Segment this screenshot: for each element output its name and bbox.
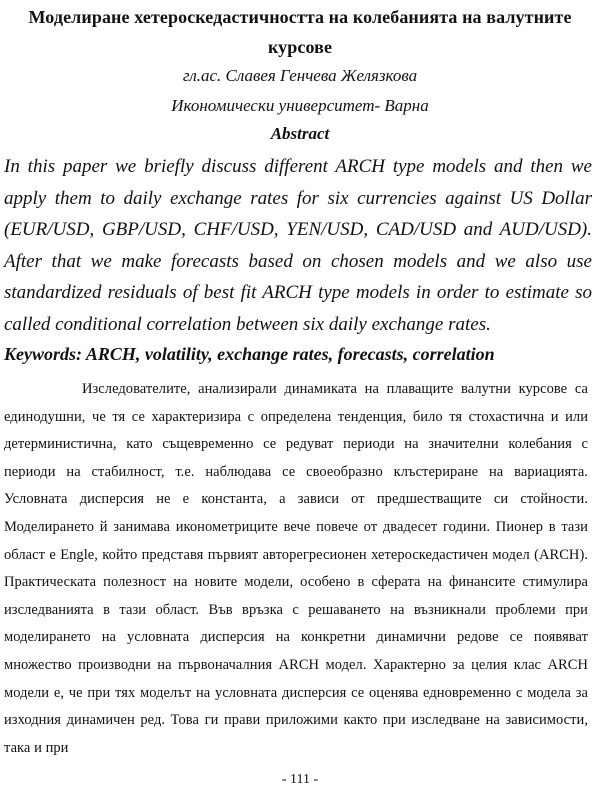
paper-title: Моделиране хетероскедастичността на колебанията на валутните курсове xyxy=(28,7,572,57)
author-affiliation: Икономически университет- Варна xyxy=(171,96,429,115)
abstract-heading: Abstract xyxy=(270,124,330,143)
body-paragraph: Изследователите, анализирали динамиката на плаващите валутни курсове са единодушни, че тя се характеризира с определена тенденция, било тя стохастична и или детерминистична, като същевременно се редуват периоди на значителни колебания с периоди на стабилност, т.е. наблюдава се своеобразно клъстериране на вариацията. Условната дисперсия не е константа, а зависи от предшестващите си стойности. Моделирането й занимава иконометриците вече повече от двадесет години. Пионер в тази област е Engle, който представя първият авторегресионен хетероскедастичен модел (ARCH). Практическата полезност на новите модели, особено в сферата на финансите стимулира изследванията в тази област. Във връзка с решаването на възникнали проблеми при моделирането на условната дисперсия на конкретни динамични редове се появяват множество производни на първоначалния ARCH модел. Характерно за целия клас ARCH модели е, че при тях моделът на условната дисперсия се оценява едновременно с модела за изходния динамичен ред. Това ги прави приложими както при изследване на зависимости, така и при xyxy=(4,381,588,756)
author-name: гл.ас. Славея Генчева Желязкова xyxy=(182,66,418,85)
abstract-paragraph: In this paper we briefly discuss different ARCH type models and then we apply them to daily exchange rates for six currencies against US Dollar (EUR/USD, GBP/USD, CHF/USD, YEN/USD, CAD/USD and AUD/USD). After that we make forecasts based on chosen models and we also use standardized residuals of best fit ARCH type models in order to estimate so called conditional correlation between six daily exchange rates. xyxy=(4,156,592,335)
keywords-line: Keywords: ARCH, volatility, exchange rates, forecasts, correlation xyxy=(4,344,495,364)
page-number: - 111 - xyxy=(281,772,319,787)
